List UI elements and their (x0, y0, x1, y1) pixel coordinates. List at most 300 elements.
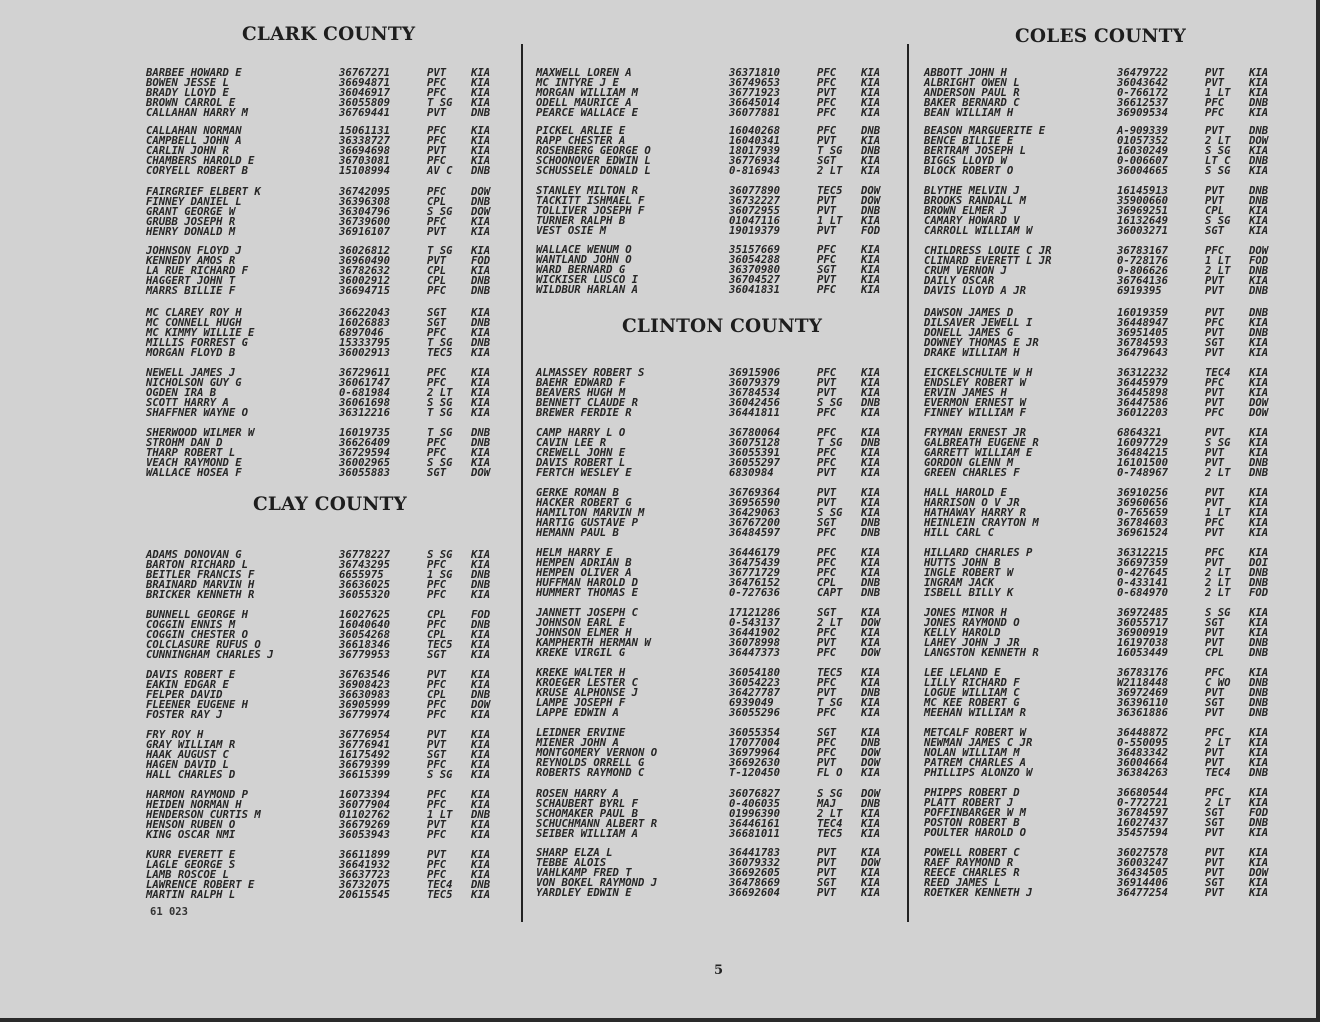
name: DILSAVER JEWELL I (924, 317, 1033, 330)
rank: CPL (427, 265, 447, 278)
serial-number: 36680544 (1117, 787, 1169, 799)
rank: PFC (817, 407, 837, 420)
serial-number: 36055391 (729, 447, 781, 460)
serial-number: 36909534 (1117, 107, 1169, 120)
rank: PVT (1205, 77, 1225, 90)
name: ABBOTT JOHN H (924, 67, 1007, 79)
name: HAGGERT JOHN T (146, 275, 236, 288)
serial-number: 36447373 (729, 647, 781, 660)
name: INGLE ROBERT W (924, 567, 1014, 580)
rank: PVT (1205, 847, 1225, 859)
name: JONES MINOR H (924, 607, 1007, 619)
serial-number: 18017939 (729, 145, 781, 158)
name: HUFFMAN HAROLD D (536, 577, 639, 590)
name: PATREM CHARLES A (924, 757, 1027, 770)
rank: SGT (1205, 337, 1225, 350)
rank: PVT (1205, 185, 1225, 197)
status: KIA (861, 637, 881, 650)
serial-number: 36371810 (729, 67, 781, 79)
rank: PVT (817, 387, 837, 400)
rank: CAPT (817, 587, 843, 600)
rank: PVT (817, 757, 837, 770)
serial-number: 0-806626 (1117, 265, 1169, 278)
name: BUNNELL GEORGE H (146, 609, 249, 621)
status: DNB (471, 579, 491, 592)
name: DRAKE WILLIAM H (924, 347, 1020, 360)
rank: 2 LT (1205, 265, 1231, 278)
status: KIA (861, 427, 881, 439)
status: KIA (471, 387, 491, 400)
rank: 2 LT (1205, 567, 1231, 580)
status: KIA (471, 265, 491, 278)
status: KIA (471, 679, 491, 692)
name: WALLACE HOSEA F (146, 467, 242, 480)
status: KIA (861, 627, 881, 640)
serial-number: 17121286 (729, 607, 781, 619)
name: TEBBE ALOIS (536, 857, 607, 870)
status: KIA (1249, 727, 1269, 739)
status: DOW (1249, 245, 1269, 257)
serial-number: 36004665 (1117, 165, 1169, 178)
serial-number: 36622043 (339, 307, 391, 319)
serial-number: 36771923 (729, 87, 781, 100)
rank: CPL (817, 577, 837, 590)
rank: 2 LT (1205, 587, 1231, 600)
status: DNB (861, 527, 881, 540)
rank: PFC (817, 547, 837, 559)
status: KIA (471, 759, 491, 772)
name: HARMON RAYMOND P (146, 789, 249, 801)
serial-number: 16197038 (1117, 637, 1169, 650)
serial-number: 36637723 (339, 869, 391, 882)
name: BEITLER FRANCIS F (146, 569, 255, 582)
serial-number: 36026812 (339, 245, 391, 257)
status: DOW (861, 788, 881, 800)
serial-number: 36780064 (729, 427, 781, 439)
rank: T SG (817, 697, 843, 710)
serial-number: 36041831 (729, 284, 781, 297)
name: POFFINBARGER W M (924, 807, 1027, 820)
rank: PVT (1205, 707, 1225, 720)
status: DNB (1249, 707, 1269, 720)
name: ERVIN JAMES H (924, 387, 1007, 400)
serial-number: 36441811 (729, 407, 781, 420)
rank: PFC (427, 699, 447, 712)
serial-number: 36445979 (1117, 377, 1169, 390)
status: KIA (861, 467, 881, 480)
name: BENNETT CLAUDE R (536, 397, 639, 410)
status: KIA (471, 789, 491, 801)
rank: PVT (1205, 557, 1225, 570)
serial-number: 36783167 (1117, 245, 1169, 257)
name: LAPPE EDWIN A (536, 707, 619, 720)
name: PLATT ROBERT J (924, 797, 1014, 810)
name: LA RUE RICHARD F (146, 265, 249, 278)
serial-number: 36908423 (339, 679, 391, 692)
status: KIA (471, 87, 491, 100)
status: DNB (1249, 817, 1269, 830)
rank: PVT (817, 87, 837, 100)
status: KIA (861, 847, 881, 859)
serial-number: 36054180 (729, 667, 781, 679)
rank: PFC (1205, 547, 1225, 559)
name: COGGIN CHESTER O (146, 629, 249, 642)
status: KIA (861, 87, 881, 100)
serial-number: 36054268 (339, 629, 391, 642)
name: FAIRGRIEF ELBERT K (146, 186, 261, 198)
rank: PFC (817, 737, 837, 750)
serial-number: 36055320 (339, 589, 391, 602)
rank: PVT (1205, 67, 1225, 79)
name: SCOTT HARRY A (146, 397, 229, 410)
serial-number: 36615399 (339, 769, 391, 782)
rank: PFC (427, 859, 447, 872)
rank: PVT (817, 225, 837, 238)
status: KIA (471, 145, 491, 158)
serial-number: 0-748967 (1117, 467, 1169, 480)
serial-number: 36618346 (339, 639, 391, 652)
serial-number: 36434505 (1117, 867, 1169, 880)
name: BREWER FERDIE R (536, 407, 632, 420)
name: CAMARY HOWARD V (924, 215, 1020, 228)
status: KIA (861, 667, 881, 679)
rank: SGT (427, 467, 447, 480)
rank: PVT (817, 135, 837, 148)
status: KIA (861, 264, 881, 277)
name: FERTCH WESLEY E (536, 467, 632, 480)
status: KIA (861, 808, 881, 821)
status: KIA (861, 107, 881, 120)
rank: T SG (427, 427, 453, 439)
name: BEAN WILLIAM H (924, 107, 1014, 120)
status: DNB (1249, 185, 1269, 197)
serial-number: 36477254 (1117, 887, 1169, 900)
serial-number: 36484597 (729, 527, 781, 540)
rank: PVT (1205, 487, 1225, 499)
name: BLYTHE MELVIN J (924, 185, 1020, 197)
name: WALLACE WENUM O (536, 244, 632, 256)
rank: PFC (1205, 107, 1225, 120)
rank: PFC (1205, 667, 1225, 679)
status: KIA (1249, 827, 1269, 840)
status: KIA (1249, 87, 1269, 100)
name: VEACH RAYMOND E (146, 457, 242, 470)
rank: 1 SG (427, 569, 453, 582)
serial-number: 36078998 (729, 637, 781, 650)
status: DOW (861, 195, 881, 208)
status: DNB (861, 798, 881, 811)
rank: PFC (427, 559, 447, 572)
name: KAMPHERTH HERMAN W (536, 637, 651, 650)
status: DNB (1249, 567, 1269, 580)
serial-number: 36061698 (339, 397, 391, 410)
serial-number: 36641932 (339, 859, 391, 872)
serial-number: 36396308 (339, 196, 391, 209)
rank: 1 LT (1205, 507, 1231, 520)
rank: PVT (817, 467, 837, 480)
serial-number: 36370980 (729, 264, 781, 277)
status: DNB (471, 107, 491, 120)
name: HENRY DONALD M (146, 226, 236, 239)
name: MORGAN FLOYD B (146, 347, 236, 360)
rank: CPL (427, 689, 447, 702)
rank: PFC (1205, 517, 1225, 530)
status: KIA (1249, 347, 1269, 360)
serial-number: 36445898 (1117, 387, 1169, 400)
name: HEINLEIN CRAYTON M (924, 517, 1039, 530)
status: KIA (1249, 367, 1269, 379)
status: KIA (1249, 617, 1269, 630)
name: ROETKER KENNETH J (924, 887, 1033, 900)
serial-number: 36767200 (729, 517, 781, 530)
status: DNB (1249, 97, 1269, 110)
rank: PVT (1205, 757, 1225, 770)
rank: T SG (427, 97, 453, 110)
rank: PVT (1205, 195, 1225, 208)
serial-number: 36055883 (339, 467, 391, 480)
serial-number: 0-427645 (1117, 567, 1169, 580)
rank: PVT (1205, 347, 1225, 360)
name: ANDERSON PAUL R (924, 87, 1020, 100)
name: JANNETT JOSEPH C (536, 607, 639, 619)
serial-number: 17077004 (729, 737, 781, 750)
status: KIA (861, 135, 881, 148)
rank: PVT (817, 637, 837, 650)
name: NOLAN WILLIAM M (924, 747, 1020, 760)
rank: PFC (427, 579, 447, 592)
serial-number: 36446161 (729, 818, 781, 831)
rank: TEC5 (817, 667, 843, 679)
name: LAWRENCE ROBERT E (146, 879, 255, 892)
name: YARDLEY EDWIN E (536, 887, 632, 900)
rank: PFC (817, 567, 837, 580)
serial-number: 36304796 (339, 206, 391, 219)
serial-number: 36483342 (1117, 747, 1169, 760)
serial-number: 36079379 (729, 377, 781, 390)
serial-number: 36784593 (1117, 337, 1169, 350)
serial-number: 0-406035 (729, 798, 781, 811)
name: MIENER JOHN A (536, 737, 619, 750)
serial-number: 36900919 (1117, 627, 1169, 640)
status: DOW (1249, 407, 1269, 420)
status: KIA (861, 67, 881, 79)
name: LEIDNER ERVINE (536, 727, 626, 739)
name: METCALF ROBERT W (924, 727, 1027, 739)
serial-number: 16019735 (339, 427, 391, 439)
rank: PFC (427, 709, 447, 722)
status: KIA (471, 869, 491, 882)
name: SHARP ELZA L (536, 847, 613, 859)
name: HILL CARL C (924, 527, 995, 540)
name: SCHUSSELE DONALD L (536, 165, 651, 178)
status: KIA (1249, 427, 1269, 439)
status: DNB (1249, 647, 1269, 660)
rank: S SG (1205, 215, 1231, 228)
rank: PVT (427, 67, 447, 79)
status: KIA (471, 549, 491, 561)
status: KIA (1249, 607, 1269, 619)
rank: PVT (427, 145, 447, 158)
name: HARTIG GUSTAVE P (536, 517, 639, 530)
status: KIA (861, 707, 881, 720)
rank: FL O (817, 767, 843, 780)
rank: PFC (427, 87, 447, 100)
serial-number: 36312216 (339, 407, 391, 420)
status: KIA (471, 709, 491, 722)
serial-number: 0-772721 (1117, 797, 1169, 810)
status: DNB (1249, 265, 1269, 278)
rank: PVT (817, 377, 837, 390)
name: LANGSTON KENNETH R (924, 647, 1039, 660)
rank: PFC (817, 677, 837, 690)
rank: PVT (1205, 457, 1225, 470)
rank: PVT (1205, 867, 1225, 880)
status: KIA (471, 769, 491, 782)
status: KIA (471, 407, 491, 420)
name: ROSEN HARRY A (536, 788, 619, 800)
name: NICHOLSON GUY G (146, 377, 242, 390)
name: CORYELL ROBERT B (146, 165, 249, 178)
rank: SGT (427, 307, 447, 319)
rank: PVT (1205, 125, 1225, 137)
serial-number: 36776954 (339, 729, 391, 741)
serial-number: 36055717 (1117, 617, 1169, 630)
rank: T SG (427, 407, 453, 420)
name: KENNEDY AMOS R (146, 255, 236, 268)
status: KIA (1249, 667, 1269, 679)
status: DNB (471, 809, 491, 822)
serial-number: 16145913 (1117, 185, 1169, 197)
rank: S SG (1205, 145, 1231, 158)
serial-number: 01996390 (729, 808, 781, 821)
name: POSTON ROBERT B (924, 817, 1020, 830)
rank: 2 LT (817, 808, 843, 821)
rank: PVT (817, 195, 837, 208)
serial-number: 36694871 (339, 77, 391, 90)
rank: SGT (1205, 807, 1225, 820)
rank: PFC (1205, 245, 1225, 257)
serial-number: 36626409 (339, 437, 391, 450)
serial-number: 36384263 (1117, 767, 1169, 780)
rank: C WO (1205, 677, 1231, 690)
status: DNB (1249, 307, 1269, 319)
name: STANLEY MILTON R (536, 185, 639, 197)
status: KIA (1249, 787, 1269, 799)
name: ALBRIGHT OWEN L (924, 77, 1020, 90)
name: MC CLAREY ROY H (146, 307, 242, 319)
name: GARRETT WILLIAM E (924, 447, 1033, 460)
name: BEAVERS HUGH M (536, 387, 626, 400)
rank: CPL (1205, 205, 1225, 218)
rank: SGT (817, 517, 837, 530)
status: DNB (471, 427, 491, 439)
status: DOW (861, 647, 881, 660)
rank: TEC5 (427, 889, 453, 902)
name: LOGUE WILLIAM C (924, 687, 1020, 700)
status: KIA (1249, 337, 1269, 350)
serial-number: 36043642 (1117, 77, 1169, 90)
rank: PFC (1205, 97, 1225, 110)
rank: PFC (427, 589, 447, 602)
rank: 1 LT (1205, 255, 1231, 268)
serial-number: 36002965 (339, 457, 391, 470)
serial-number: 0-765659 (1117, 507, 1169, 520)
status: KIA (1249, 225, 1269, 238)
rank: SGT (1205, 225, 1225, 238)
name: TACKITT ISHMAEL F (536, 195, 645, 208)
status: DOW (1249, 397, 1269, 410)
status: KIA (861, 877, 881, 890)
name: HUMMERT THOMAS E (536, 587, 639, 600)
serial-number: 36479722 (1117, 67, 1169, 79)
serial-number: 36771729 (729, 567, 781, 580)
rank: PFC (427, 377, 447, 390)
name: PICKEL ARLIE E (536, 125, 626, 137)
name: KELLY HAROLD (924, 627, 1001, 640)
rank: PFC (427, 869, 447, 882)
rank: PVT (817, 847, 837, 859)
serial-number: 36764136 (1117, 275, 1169, 288)
status: KIA (861, 447, 881, 460)
name: LAMB ROSCOE L (146, 869, 229, 882)
status: KIA (861, 487, 881, 499)
serial-number: 0-684970 (1117, 587, 1169, 600)
status: KIA (861, 507, 881, 520)
name: SCHOMAKER PAUL B (536, 808, 639, 821)
rank: CPL (427, 196, 447, 209)
serial-number: 36054288 (729, 254, 781, 267)
name: GRAY WILLIAM R (146, 739, 236, 752)
rank: PVT (1205, 637, 1225, 650)
rank: PFC (817, 125, 837, 137)
status: KIA (471, 226, 491, 239)
serial-number: 0-727636 (729, 587, 781, 600)
status: KIA (471, 729, 491, 741)
serial-number: 36055809 (339, 97, 391, 110)
status: KIA (471, 829, 491, 842)
status: KIA (1249, 107, 1269, 120)
name: SEIBER WILLIAM A (536, 828, 639, 841)
rank: PVT (427, 739, 447, 752)
serial-number: 36055296 (729, 707, 781, 720)
serial-number: 36077904 (339, 799, 391, 812)
serial-number: 36055354 (729, 727, 781, 739)
name: GERKE ROMAN B (536, 487, 619, 499)
serial-number: 36915906 (729, 367, 781, 379)
name: VEST OSIE M (536, 225, 607, 238)
page-number: 5 (714, 963, 724, 978)
serial-number: 36054223 (729, 677, 781, 690)
status: DNB (1249, 457, 1269, 470)
status: DNB (1249, 767, 1269, 780)
status: KIA (1249, 447, 1269, 460)
serial-number: 0-728176 (1117, 255, 1169, 268)
name: LAMPE JOSEPH F (536, 697, 626, 710)
serial-number: 36681011 (729, 828, 781, 841)
name: CRUM VERNON J (924, 265, 1007, 278)
status: KIA (861, 407, 881, 420)
name: HALL CHARLES D (146, 769, 236, 782)
status: KIA (471, 849, 491, 861)
name: ALMASSEY ROBERT S (536, 367, 645, 379)
rank: S SG (427, 397, 453, 410)
status: DNB (471, 689, 491, 702)
status: KIA (861, 254, 881, 267)
rank: S SG (1205, 165, 1231, 178)
rank: S SG (1205, 437, 1231, 450)
rank: PFC (817, 77, 837, 90)
status: KIA (861, 165, 881, 178)
